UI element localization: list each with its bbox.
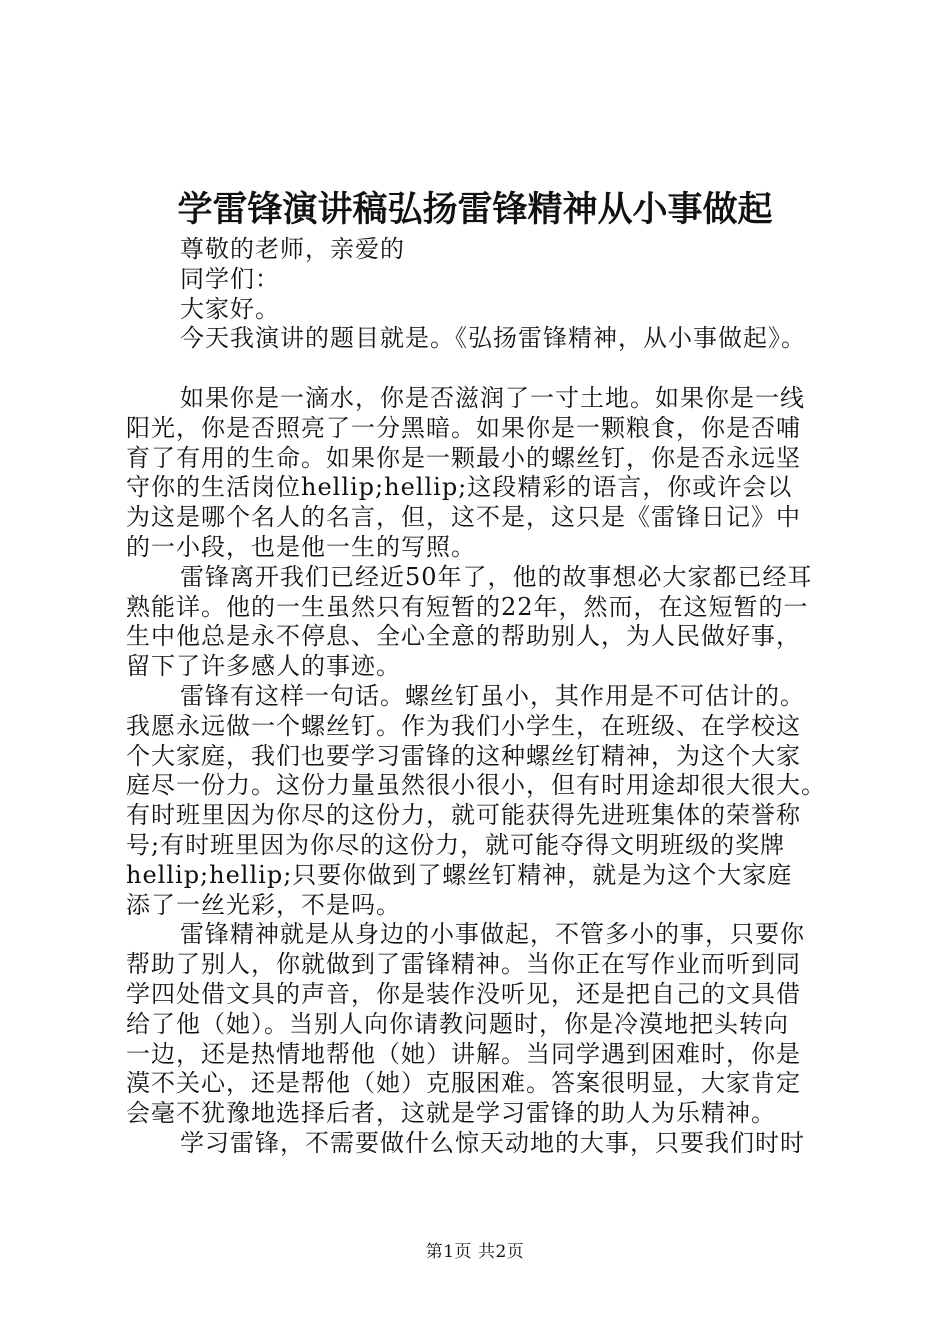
paragraph-line: 我愿永远做一个螺丝钉。作为我们小学生，在班级、在学校这	[126, 711, 801, 740]
paragraph-3	[126, 682, 856, 920]
paragraph-line: 学四处借文具的声音，你是装作没听见，还是把自己的文具借	[126, 979, 801, 1008]
paragraph-line: 育了有用的生命。如果你是一颗最小的螺丝钉，你是否永远坚	[126, 443, 801, 472]
paragraph-line: 添了一丝光彩，不是吗。	[126, 890, 401, 919]
paragraph-line: 学习雷锋，不需要做什么惊天动地的大事，只要我们时时	[180, 1128, 805, 1157]
paragraph-line: 庭尽一份力。这份力量虽然很小很小，但有时用途却很大很大。	[126, 771, 826, 800]
paragraph-line: 号;有时班里因为你尽的这份力，就可能夺得文明班级的奖牌	[126, 830, 786, 859]
document-title: 学雷锋演讲稿弘扬雷锋精神从小事做起	[177, 189, 773, 230]
greeting-line: 大家好。	[180, 294, 280, 323]
paragraph-line: 雷锋有这样一句话。螺丝钉虽小，其作用是不可估计的。	[180, 681, 805, 710]
paragraph-line: 如果你是一滴水，你是否滋润了一寸土地。如果你是一线	[180, 383, 805, 412]
paragraph-line: 阳光，你是否照亮了一分黑暗。如果你是一颗粮食，你是否哺	[126, 413, 801, 442]
paragraph-1	[126, 384, 856, 563]
paragraph-gap	[126, 354, 856, 384]
paragraph-line: 漠不关心，还是帮他（她）克服困难。答案很明显，大家肯定	[126, 1069, 801, 1098]
paragraph-line: 为这是哪个名人的名言，但，这不是，这只是《雷锋日记》中	[126, 503, 801, 532]
paragraph-line: 会毫不犹豫地选择后者，这就是学习雷锋的助人为乐精神。	[126, 1099, 776, 1128]
paragraph-line: 雷锋离开我们已经近50年了，他的故事想必大家都已经耳	[180, 562, 813, 591]
paragraph-line: 的一小段，也是他一生的写照。	[126, 532, 476, 561]
paragraph-4	[126, 920, 856, 1129]
paragraph-line: 一边，还是热情地帮他（她）讲解。当同学遇到困难时，你是	[126, 1039, 801, 1068]
paragraph-line: 帮助了别人，你就做到了雷锋精神。当你正在写作业而听到同	[126, 950, 801, 979]
document-body	[126, 235, 856, 1159]
greeting-line: 同学们：	[180, 264, 280, 293]
paragraph-line: 给了他（她）。当别人向你请教问题时，你是冷漠地把头转向	[126, 1009, 789, 1038]
paragraph-line: 留下了许多感人的事迹。	[126, 652, 401, 681]
paragraph-line: hellip;hellip;只要你做到了螺丝钉精神，就是为这个大家庭	[126, 860, 793, 889]
paragraph-5	[126, 1129, 856, 1159]
paragraph-line: 有时班里因为你尽的这份力，就可能获得先进班集体的荣誉称	[126, 801, 801, 830]
greeting-line: 尊敬的老师，亲爱的	[180, 235, 405, 263]
paragraph-line: 守你的生活岗位hellip;hellip;这段精彩的语言，你或许会以	[126, 473, 793, 502]
paragraph-line: 雷锋精神就是从身边的小事做起，不管多小的事，只要你	[180, 920, 805, 949]
paragraph-line: 个大家庭，我们也要学习雷锋的这种螺丝钉精神，为这个大家	[126, 741, 801, 770]
paragraph-2	[126, 563, 856, 682]
paragraph-line: 生中他总是永不停息、全心全意的帮助别人，为人民做好事，	[126, 622, 801, 651]
page-number-footer: 第1页 共2页	[425, 1242, 525, 1262]
speech-topic-line: 今天我演讲的题目就是。《弘扬雷锋精神，从小事做起》。	[180, 324, 806, 353]
paragraph-line: 熟能详。他的一生虽然只有短暂的22年，然而，在这短暂的一	[126, 592, 809, 621]
